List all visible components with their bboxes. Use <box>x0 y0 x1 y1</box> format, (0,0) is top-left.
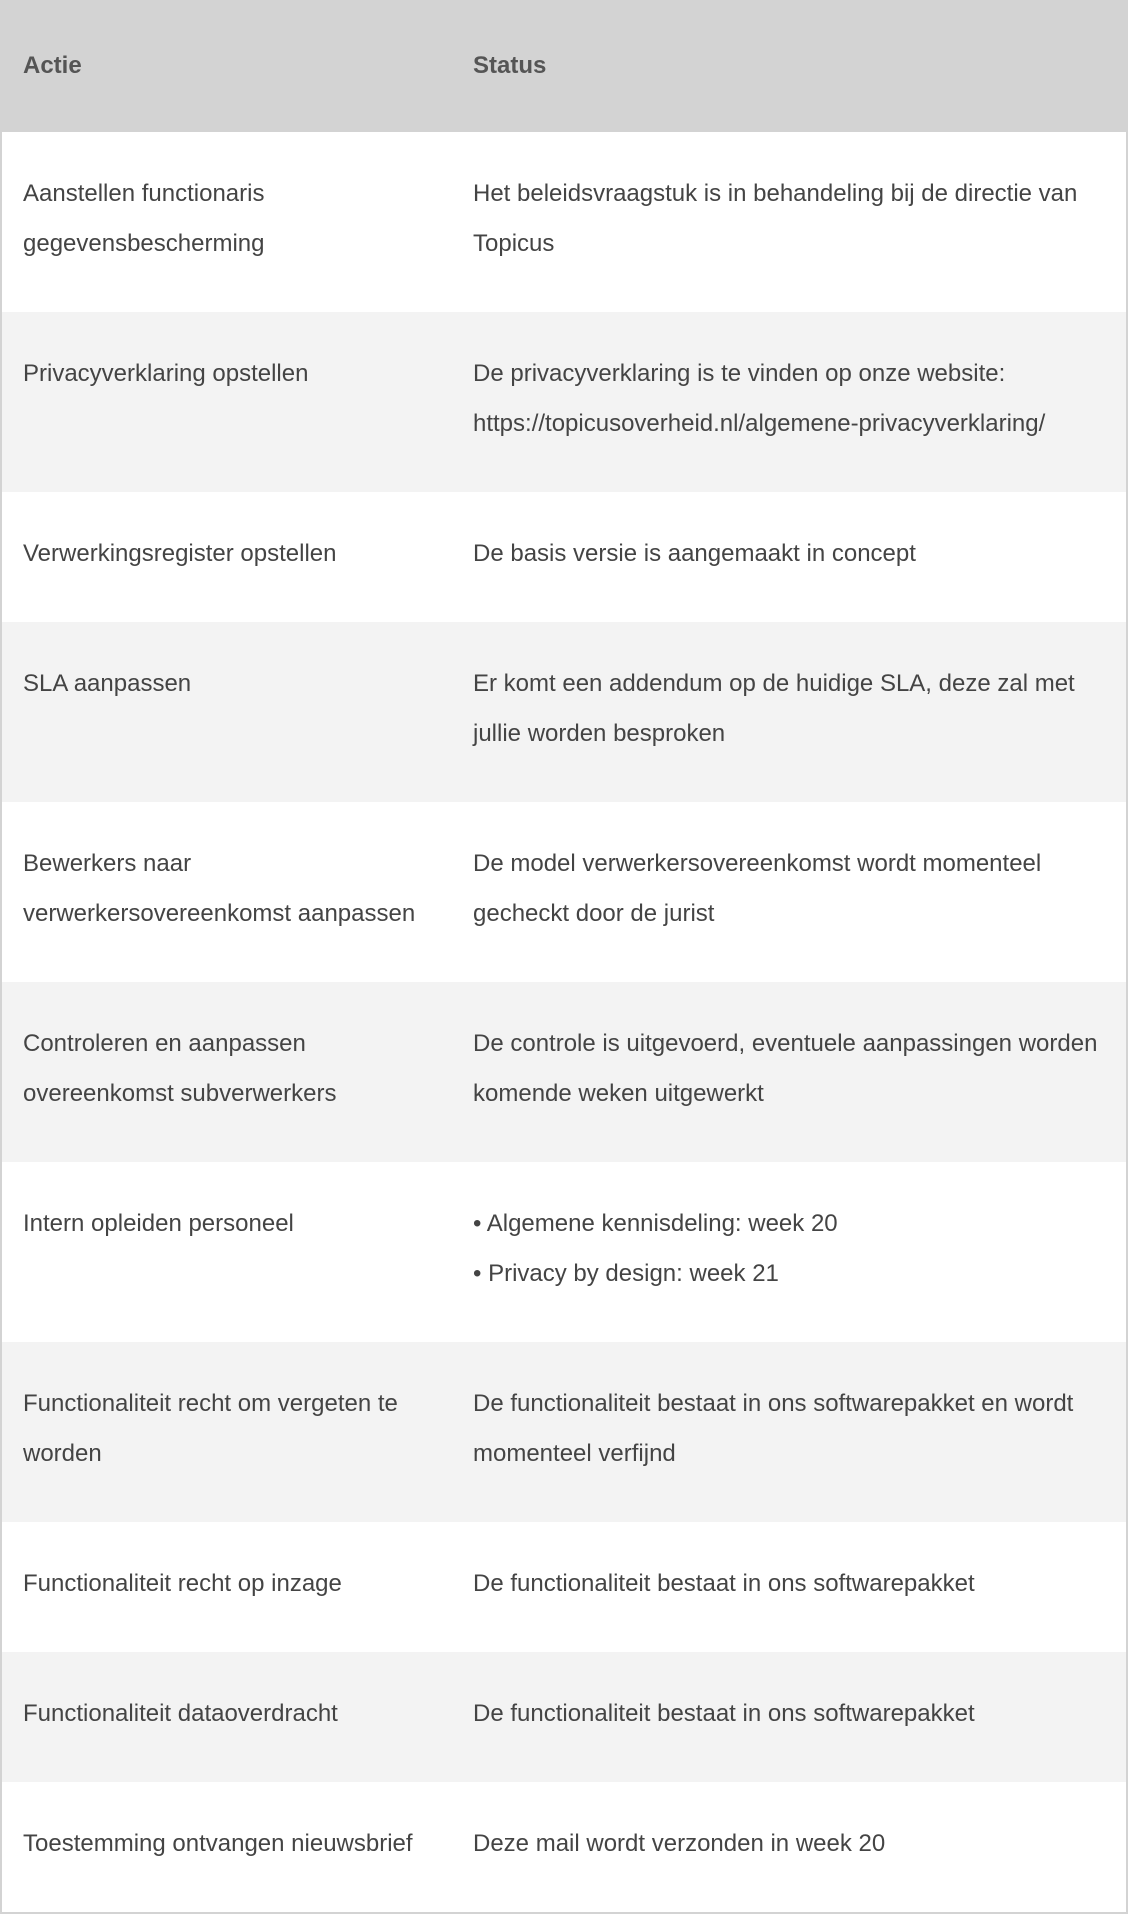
status-cell: De privacyverklaring is te vinden op onze website: https://topicusoverheid.nl/algemene-privacyverklaring/ <box>473 360 1046 437</box>
action-cell: Verwerkingsregister opstellen <box>23 540 337 567</box>
action-cell: Privacyverklaring opstellen <box>23 360 309 387</box>
table-row <box>2 132 1126 312</box>
table-row <box>2 1342 1126 1522</box>
table-row <box>2 622 1126 802</box>
status-cell: De controle is uitgevoerd, eventuele aanpassingen worden komende weken uitgewerkt <box>473 1030 1098 1107</box>
status-cell: Deze mail wordt verzonden in week 20 <box>473 1830 886 1857</box>
action-cell: Intern opleiden personeel <box>23 1210 294 1237</box>
table-row <box>2 1162 1126 1342</box>
status-list-item: • Algemene kennisdeling: week 20 <box>473 1210 838 1237</box>
action-cell: SLA aanpassen <box>23 670 192 697</box>
status-cell: De model verwerkersovereenkomst wordt momenteel gecheckt door de jurist <box>473 850 1042 927</box>
action-cell: Functionaliteit recht op inzage <box>23 1570 342 1597</box>
column-header-status: Status <box>473 52 547 79</box>
table-row <box>2 1652 1126 1782</box>
column-header-action: Actie <box>23 52 82 79</box>
status-cell: Het beleidsvraagstuk is in behandeling bij de directie van Topicus <box>473 180 1078 257</box>
status-cell: De basis versie is aangemaakt in concept <box>473 540 916 567</box>
action-cell: Bewerkers naar verwerkersovereenkomst aanpassen <box>23 850 416 927</box>
action-cell: Controleren en aanpassen overeenkomst subverwerkers <box>23 1030 337 1107</box>
table-row <box>2 982 1126 1162</box>
action-cell: Aanstellen functionaris gegevensbescherming <box>23 180 265 257</box>
table-row <box>2 1522 1126 1652</box>
status-list-item: • Privacy by design: week 21 <box>473 1260 779 1287</box>
status-cell: De functionaliteit bestaat in ons softwarepakket <box>473 1570 975 1597</box>
action-cell: Functionaliteit dataoverdracht <box>23 1700 338 1727</box>
table-row <box>2 802 1126 982</box>
status-cell: Er komt een addendum op de huidige SLA, deze zal met jullie worden besproken <box>473 670 1075 747</box>
status-cell: De functionaliteit bestaat in ons softwarepakket <box>473 1700 975 1727</box>
table-row <box>2 312 1126 492</box>
table-row <box>2 492 1126 622</box>
action-cell: Functionaliteit recht om vergeten te worden <box>23 1390 398 1467</box>
status-cell: De functionaliteit bestaat in ons softwarepakket en wordt momenteel verfijnd <box>473 1390 1074 1467</box>
status-table <box>2 0 1126 1912</box>
table-row <box>2 1782 1126 1912</box>
status-cell <box>452 1162 1126 1342</box>
action-cell: Toestemming ontvangen nieuwsbrief <box>23 1830 413 1857</box>
table-header-row <box>2 0 1126 132</box>
